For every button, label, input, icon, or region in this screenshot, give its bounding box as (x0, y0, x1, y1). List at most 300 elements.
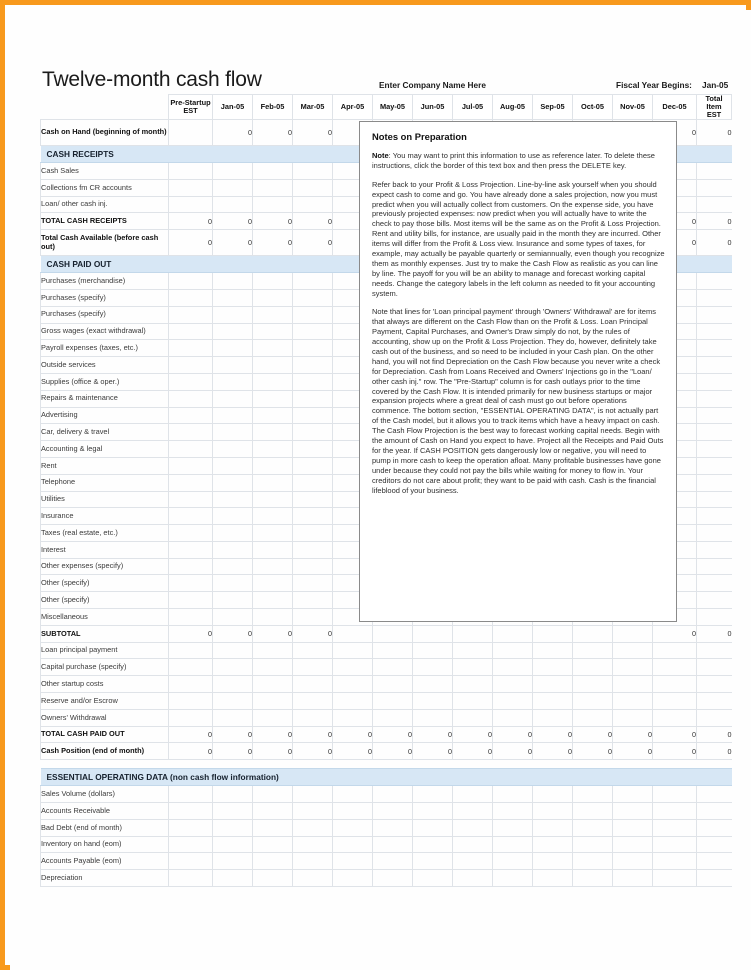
table-cell[interactable] (697, 659, 732, 676)
table-cell[interactable] (213, 642, 253, 659)
row-label[interactable] (41, 390, 169, 407)
table-cell[interactable]: 0 (653, 726, 697, 743)
row-label[interactable] (41, 289, 169, 306)
table-cell[interactable] (453, 676, 493, 693)
table-cell[interactable] (697, 424, 732, 441)
table-cell[interactable] (493, 642, 533, 659)
table-cell[interactable] (169, 441, 213, 458)
row-label[interactable] (41, 213, 169, 230)
table-cell[interactable] (697, 541, 732, 558)
table-cell[interactable] (697, 870, 732, 887)
table-cell[interactable] (253, 457, 293, 474)
table-cell[interactable] (169, 179, 213, 196)
table-cell[interactable] (253, 525, 293, 542)
table-cell[interactable]: 0 (533, 726, 573, 743)
table-cell[interactable]: 0 (373, 726, 413, 743)
table-cell[interactable] (293, 819, 333, 836)
column-header-jul-05[interactable]: Jul-05 (453, 95, 493, 120)
table-cell[interactable] (213, 306, 253, 323)
table-cell[interactable] (213, 870, 253, 887)
table-cell[interactable] (213, 659, 253, 676)
table-cell[interactable] (573, 786, 613, 803)
table-cell[interactable] (533, 870, 573, 887)
table-cell[interactable] (333, 642, 373, 659)
table-cell[interactable] (293, 441, 333, 458)
column-header-mar-05[interactable]: Mar-05 (293, 95, 333, 120)
table-cell[interactable] (697, 676, 732, 693)
table-cell[interactable] (169, 491, 213, 508)
table-cell[interactable]: 0 (293, 625, 333, 642)
table-cell[interactable] (213, 323, 253, 340)
table-cell[interactable] (453, 693, 493, 710)
table-cell[interactable] (293, 289, 333, 306)
table-cell[interactable] (293, 196, 333, 213)
table-cell[interactable] (293, 407, 333, 424)
table-cell[interactable] (697, 558, 732, 575)
table-cell[interactable] (493, 659, 533, 676)
table-cell[interactable] (653, 819, 697, 836)
table-cell[interactable] (373, 836, 413, 853)
table-cell[interactable] (293, 558, 333, 575)
table-cell[interactable]: 0 (169, 230, 213, 256)
table-cell[interactable] (653, 853, 697, 870)
table-cell[interactable] (653, 676, 697, 693)
table-cell[interactable]: 0 (253, 230, 293, 256)
table-cell[interactable] (253, 323, 293, 340)
table-cell[interactable] (253, 592, 293, 609)
table-cell[interactable] (697, 508, 732, 525)
table-cell[interactable] (169, 474, 213, 491)
table-cell[interactable] (573, 676, 613, 693)
table-cell[interactable] (253, 508, 293, 525)
table-cell[interactable] (333, 709, 373, 726)
row-label[interactable] (41, 853, 169, 870)
table-cell[interactable] (493, 853, 533, 870)
table-cell[interactable] (697, 373, 732, 390)
table-cell[interactable] (493, 709, 533, 726)
table-cell[interactable] (253, 390, 293, 407)
table-cell[interactable] (573, 709, 613, 726)
table-cell[interactable]: 0 (213, 230, 253, 256)
table-cell[interactable] (453, 870, 493, 887)
table-cell[interactable] (493, 676, 533, 693)
table-cell[interactable] (493, 803, 533, 820)
table-cell[interactable] (169, 836, 213, 853)
table-cell[interactable] (213, 709, 253, 726)
table-cell[interactable] (213, 474, 253, 491)
table-cell[interactable] (697, 609, 732, 626)
table-cell[interactable] (573, 870, 613, 887)
table-cell[interactable] (613, 693, 653, 710)
table-cell[interactable] (613, 786, 653, 803)
table-cell[interactable] (253, 541, 293, 558)
table-cell[interactable] (697, 441, 732, 458)
table-cell[interactable] (293, 306, 333, 323)
row-label[interactable] (41, 357, 169, 374)
table-cell[interactable] (169, 373, 213, 390)
table-cell[interactable] (697, 407, 732, 424)
table-cell[interactable] (293, 676, 333, 693)
row-label[interactable] (41, 119, 169, 145)
table-cell[interactable] (373, 803, 413, 820)
table-cell[interactable] (573, 625, 613, 642)
table-cell[interactable]: 0 (293, 230, 333, 256)
row-label[interactable] (41, 508, 169, 525)
table-cell[interactable] (493, 786, 533, 803)
table-cell[interactable] (253, 609, 293, 626)
table-cell[interactable] (253, 407, 293, 424)
row-label[interactable] (41, 575, 169, 592)
table-cell[interactable] (413, 659, 453, 676)
table-cell[interactable]: 0 (653, 119, 697, 145)
table-cell[interactable] (493, 625, 533, 642)
table-cell[interactable] (169, 457, 213, 474)
table-cell[interactable]: 0 (493, 743, 533, 760)
table-cell[interactable] (373, 659, 413, 676)
table-cell[interactable] (413, 786, 453, 803)
row-label[interactable] (41, 609, 169, 626)
table-cell[interactable]: 0 (293, 119, 333, 145)
table-cell[interactable] (213, 508, 253, 525)
table-cell[interactable] (169, 357, 213, 374)
row-label[interactable] (41, 541, 169, 558)
row-label[interactable] (41, 340, 169, 357)
row-label[interactable] (41, 836, 169, 853)
table-cell[interactable] (169, 803, 213, 820)
table-cell[interactable]: 0 (213, 743, 253, 760)
table-cell[interactable] (653, 786, 697, 803)
table-cell[interactable] (213, 819, 253, 836)
table-cell[interactable] (453, 786, 493, 803)
table-cell[interactable] (333, 870, 373, 887)
table-cell[interactable] (253, 474, 293, 491)
table-cell[interactable] (213, 853, 253, 870)
table-cell[interactable] (213, 273, 253, 290)
table-cell[interactable] (169, 162, 213, 179)
table-cell[interactable] (453, 819, 493, 836)
table-cell[interactable] (253, 196, 293, 213)
table-cell[interactable] (333, 786, 373, 803)
table-cell[interactable] (169, 525, 213, 542)
table-cell[interactable] (293, 457, 333, 474)
table-cell[interactable] (293, 541, 333, 558)
table-cell[interactable] (293, 592, 333, 609)
row-label[interactable] (41, 441, 169, 458)
table-cell[interactable] (653, 836, 697, 853)
row-label[interactable] (41, 625, 169, 642)
table-cell[interactable] (453, 642, 493, 659)
table-cell[interactable] (169, 407, 213, 424)
table-cell[interactable] (697, 786, 732, 803)
table-cell[interactable] (293, 340, 333, 357)
table-cell[interactable] (333, 803, 373, 820)
row-label[interactable] (41, 726, 169, 743)
table-cell[interactable] (697, 592, 732, 609)
table-cell[interactable]: 0 (453, 726, 493, 743)
table-cell[interactable] (293, 803, 333, 820)
table-cell[interactable] (453, 836, 493, 853)
table-cell[interactable]: 0 (697, 230, 732, 256)
table-cell[interactable] (293, 609, 333, 626)
table-cell[interactable] (653, 870, 697, 887)
table-cell[interactable] (697, 340, 732, 357)
table-cell[interactable] (213, 836, 253, 853)
table-cell[interactable] (697, 575, 732, 592)
table-cell[interactable] (253, 289, 293, 306)
table-cell[interactable] (573, 819, 613, 836)
table-cell[interactable] (697, 457, 732, 474)
row-label[interactable] (41, 525, 169, 542)
table-cell[interactable] (213, 162, 253, 179)
table-cell[interactable]: 0 (213, 625, 253, 642)
table-cell[interactable]: 0 (253, 726, 293, 743)
table-cell[interactable]: 0 (613, 743, 653, 760)
table-cell[interactable] (697, 525, 732, 542)
table-cell[interactable] (253, 162, 293, 179)
column-header-may-05[interactable]: May-05 (373, 95, 413, 120)
table-cell[interactable] (333, 693, 373, 710)
table-cell[interactable]: 0 (213, 119, 253, 145)
table-cell[interactable] (573, 659, 613, 676)
table-cell[interactable] (293, 162, 333, 179)
table-cell[interactable] (253, 373, 293, 390)
table-cell[interactable]: 0 (253, 743, 293, 760)
table-cell[interactable] (573, 803, 613, 820)
table-cell[interactable] (169, 693, 213, 710)
table-cell[interactable]: 0 (253, 625, 293, 642)
column-header-total-item-est[interactable] (697, 95, 732, 120)
table-cell[interactable] (213, 575, 253, 592)
table-cell[interactable] (213, 491, 253, 508)
table-cell[interactable] (213, 407, 253, 424)
table-cell[interactable] (533, 625, 573, 642)
row-label[interactable] (41, 179, 169, 196)
table-cell[interactable] (213, 541, 253, 558)
table-cell[interactable] (333, 853, 373, 870)
table-cell[interactable]: 0 (169, 213, 213, 230)
table-cell[interactable] (697, 836, 732, 853)
table-cell[interactable] (169, 196, 213, 213)
row-label[interactable] (41, 659, 169, 676)
table-cell[interactable] (253, 676, 293, 693)
table-cell[interactable] (169, 853, 213, 870)
table-cell[interactable] (453, 659, 493, 676)
table-cell[interactable] (169, 786, 213, 803)
table-cell[interactable] (293, 508, 333, 525)
row-label[interactable] (41, 457, 169, 474)
row-label[interactable] (41, 558, 169, 575)
table-cell[interactable] (253, 558, 293, 575)
table-cell[interactable] (613, 642, 653, 659)
table-cell[interactable] (253, 273, 293, 290)
table-cell[interactable]: 0 (333, 726, 373, 743)
row-label[interactable] (41, 424, 169, 441)
table-cell[interactable] (697, 357, 732, 374)
table-cell[interactable] (493, 870, 533, 887)
table-cell[interactable] (253, 575, 293, 592)
table-cell[interactable]: 0 (697, 726, 732, 743)
row-label[interactable] (41, 642, 169, 659)
table-cell[interactable] (613, 836, 653, 853)
table-cell[interactable] (373, 676, 413, 693)
table-cell[interactable] (453, 709, 493, 726)
table-cell[interactable] (613, 870, 653, 887)
table-cell[interactable] (293, 474, 333, 491)
table-cell[interactable] (169, 709, 213, 726)
table-cell[interactable] (293, 853, 333, 870)
table-cell[interactable] (253, 870, 293, 887)
table-cell[interactable] (169, 659, 213, 676)
table-cell[interactable] (213, 390, 253, 407)
table-cell[interactable] (253, 424, 293, 441)
table-cell[interactable] (697, 289, 732, 306)
table-cell[interactable]: 0 (169, 726, 213, 743)
table-cell[interactable] (533, 693, 573, 710)
table-cell[interactable] (333, 659, 373, 676)
table-cell[interactable] (697, 306, 732, 323)
table-cell[interactable] (293, 575, 333, 592)
table-cell[interactable] (213, 424, 253, 441)
table-cell[interactable] (253, 836, 293, 853)
table-cell[interactable] (613, 676, 653, 693)
table-cell[interactable] (253, 357, 293, 374)
table-cell[interactable] (413, 819, 453, 836)
table-cell[interactable] (413, 642, 453, 659)
table-cell[interactable] (253, 819, 293, 836)
table-cell[interactable] (413, 709, 453, 726)
row-label[interactable] (41, 693, 169, 710)
table-cell[interactable] (653, 659, 697, 676)
table-cell[interactable] (169, 273, 213, 290)
table-cell[interactable] (533, 676, 573, 693)
table-cell[interactable] (213, 525, 253, 542)
table-cell[interactable]: 0 (573, 743, 613, 760)
table-cell[interactable] (293, 709, 333, 726)
notes-on-preparation-textbox[interactable] (359, 121, 677, 622)
table-cell[interactable] (253, 693, 293, 710)
row-label[interactable] (41, 803, 169, 820)
table-cell[interactable] (169, 558, 213, 575)
row-label[interactable] (41, 870, 169, 887)
row-label[interactable] (41, 196, 169, 213)
table-cell[interactable] (333, 836, 373, 853)
table-cell[interactable]: 0 (413, 743, 453, 760)
table-cell[interactable] (697, 853, 732, 870)
row-label[interactable] (41, 323, 169, 340)
table-cell[interactable]: 0 (697, 213, 732, 230)
row-label[interactable] (41, 407, 169, 424)
column-header-dec-05[interactable]: Dec-05 (653, 95, 697, 120)
column-header-sep-05[interactable]: Sep-05 (533, 95, 573, 120)
row-label[interactable] (41, 819, 169, 836)
table-cell[interactable] (253, 642, 293, 659)
table-cell[interactable] (213, 676, 253, 693)
table-cell[interactable] (293, 390, 333, 407)
table-cell[interactable] (413, 853, 453, 870)
table-cell[interactable] (253, 659, 293, 676)
table-cell[interactable] (533, 803, 573, 820)
table-cell[interactable] (697, 323, 732, 340)
table-cell[interactable] (213, 340, 253, 357)
table-cell[interactable]: 0 (613, 726, 653, 743)
table-cell[interactable] (253, 441, 293, 458)
table-cell[interactable] (697, 491, 732, 508)
table-cell[interactable] (533, 709, 573, 726)
table-cell[interactable] (253, 709, 293, 726)
table-cell[interactable] (169, 676, 213, 693)
table-cell[interactable] (533, 819, 573, 836)
table-cell[interactable]: 0 (169, 625, 213, 642)
table-cell[interactable] (169, 289, 213, 306)
table-cell[interactable] (169, 306, 213, 323)
table-cell[interactable] (253, 803, 293, 820)
table-cell[interactable]: 0 (293, 213, 333, 230)
table-cell[interactable] (697, 273, 732, 290)
table-cell[interactable] (253, 853, 293, 870)
table-cell[interactable] (533, 786, 573, 803)
table-cell[interactable]: 0 (653, 230, 697, 256)
fiscal-year-value[interactable]: Jan-05 (702, 80, 729, 90)
column-header-jan-05[interactable]: Jan-05 (213, 95, 253, 120)
table-cell[interactable]: 0 (493, 726, 533, 743)
table-cell[interactable]: 0 (697, 743, 732, 760)
table-cell[interactable] (333, 819, 373, 836)
column-header-oct-05[interactable]: Oct-05 (573, 95, 613, 120)
table-cell[interactable] (293, 424, 333, 441)
table-cell[interactable] (213, 609, 253, 626)
table-cell[interactable] (697, 642, 732, 659)
table-cell[interactable] (697, 819, 732, 836)
table-cell[interactable] (213, 558, 253, 575)
table-cell[interactable]: 0 (697, 625, 732, 642)
table-cell[interactable] (253, 786, 293, 803)
table-cell[interactable] (213, 592, 253, 609)
table-cell[interactable] (213, 786, 253, 803)
table-cell[interactable] (453, 625, 493, 642)
table-cell[interactable] (697, 474, 732, 491)
table-cell[interactable]: 0 (653, 625, 697, 642)
table-cell[interactable]: 0 (533, 743, 573, 760)
table-cell[interactable] (613, 659, 653, 676)
table-cell[interactable] (169, 340, 213, 357)
row-label[interactable] (41, 743, 169, 760)
table-cell[interactable] (213, 289, 253, 306)
table-cell[interactable] (293, 179, 333, 196)
table-cell[interactable] (293, 870, 333, 887)
table-cell[interactable] (169, 575, 213, 592)
table-cell[interactable] (413, 870, 453, 887)
table-cell[interactable] (293, 693, 333, 710)
table-cell[interactable] (293, 836, 333, 853)
table-cell[interactable] (653, 693, 697, 710)
table-cell[interactable] (373, 786, 413, 803)
table-cell[interactable] (533, 659, 573, 676)
table-cell[interactable] (453, 853, 493, 870)
table-cell[interactable]: 0 (453, 743, 493, 760)
table-cell[interactable]: 0 (653, 743, 697, 760)
company-name-placeholder[interactable]: Enter Company Name Here (379, 80, 486, 90)
table-cell[interactable] (573, 693, 613, 710)
table-cell[interactable] (169, 870, 213, 887)
table-cell[interactable] (213, 457, 253, 474)
table-cell[interactable]: 0 (373, 743, 413, 760)
table-cell[interactable] (169, 541, 213, 558)
table-cell[interactable] (573, 853, 613, 870)
table-cell[interactable] (293, 357, 333, 374)
table-cell[interactable] (573, 642, 613, 659)
table-cell[interactable] (169, 508, 213, 525)
table-cell[interactable] (697, 162, 732, 179)
